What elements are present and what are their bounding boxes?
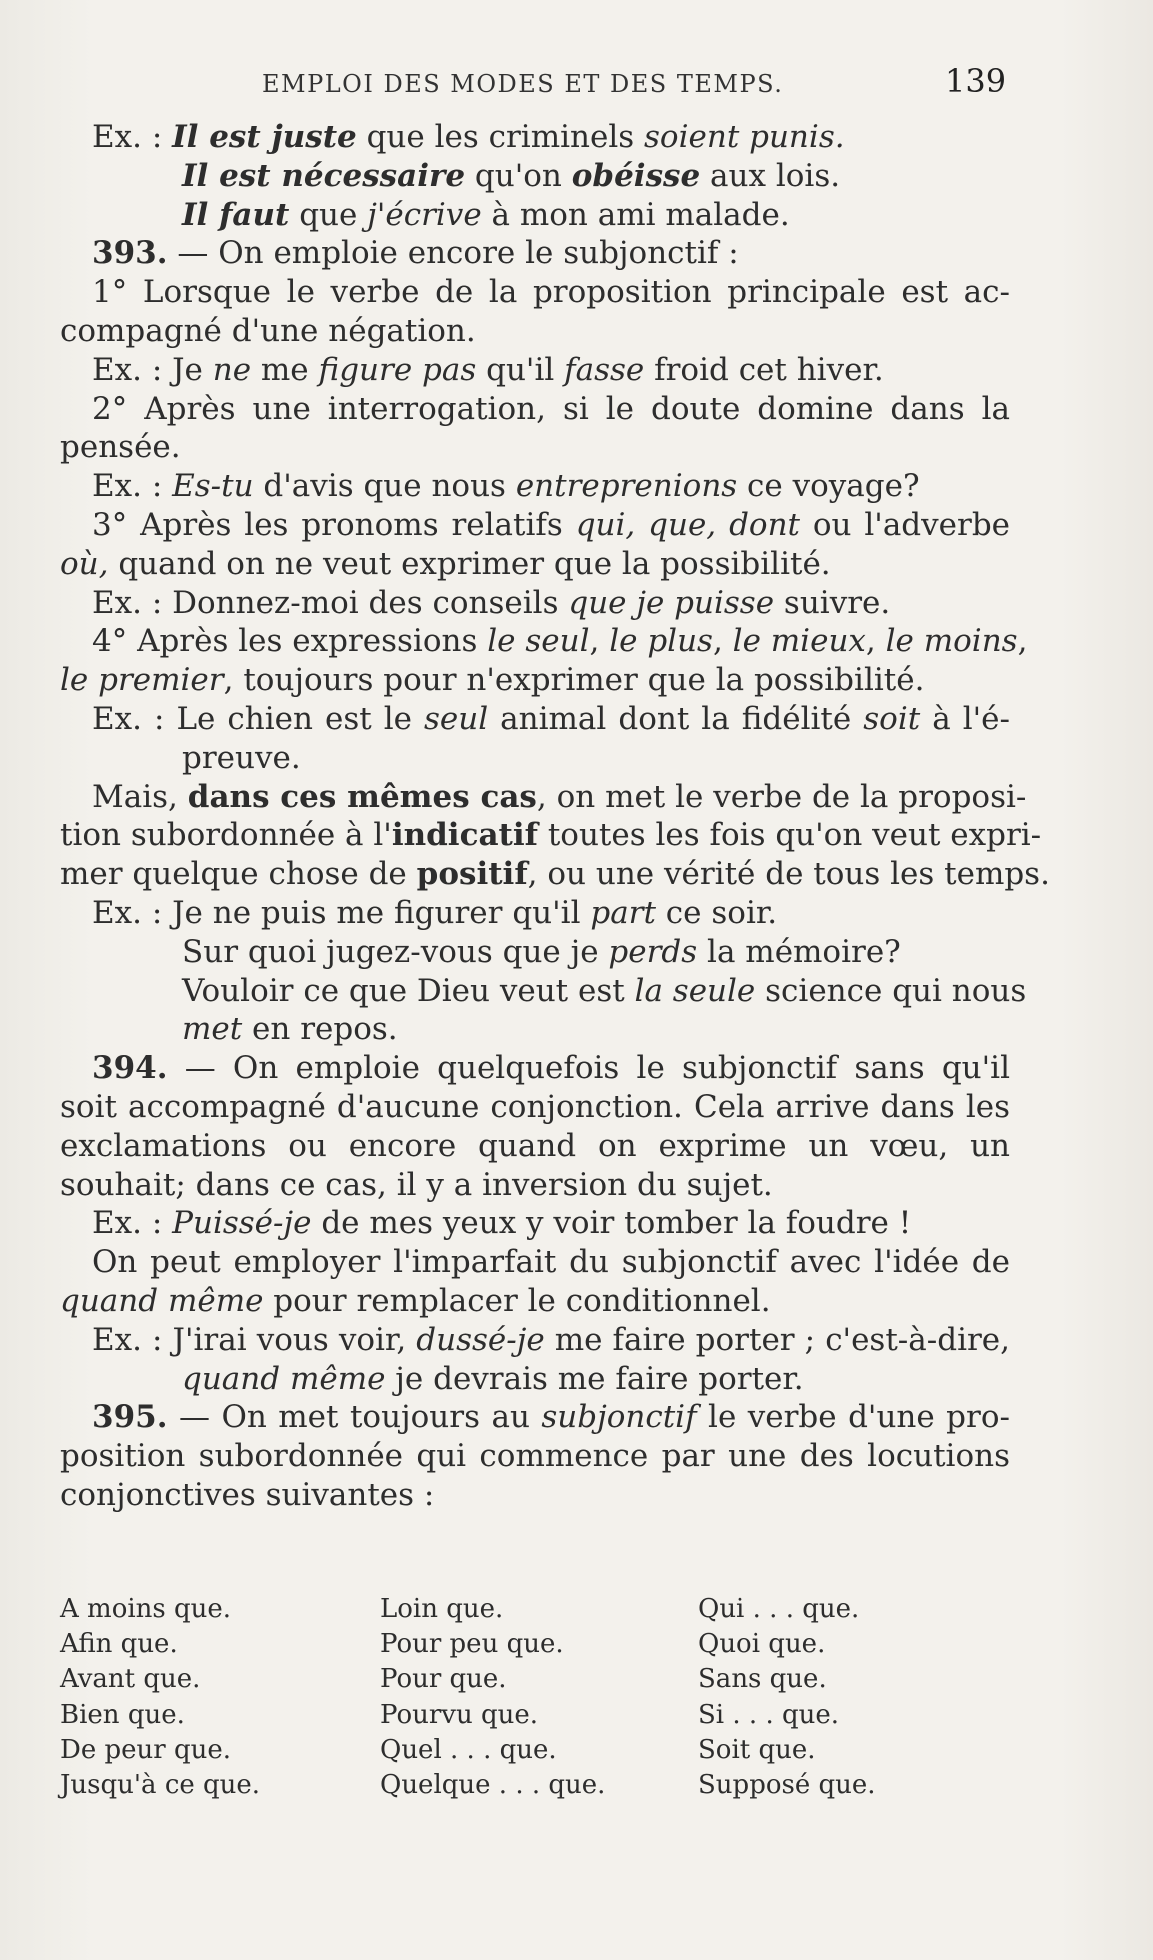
locution: Supposé que.	[698, 1769, 876, 1800]
text-line: pensée.	[60, 429, 181, 466]
locution: Quelque . . . que.	[380, 1769, 606, 1800]
section-393: 393. — On emploie encore le subjonctif :	[92, 235, 739, 272]
locutions-row	[60, 1768, 960, 1803]
text-line: Il faut que j'écrive à mon ami malade.	[182, 196, 790, 233]
text-line: souhait; dans ce cas, il y a inversion du sujet.	[60, 1166, 773, 1203]
locution: Sans que.	[698, 1664, 827, 1695]
text-line: Vouloir ce que Dieu veut est la seule science qui nous	[182, 972, 1027, 1009]
locutions-row	[60, 1662, 960, 1697]
text-line: 4° Après les expressions le seul, le plus, le mieux, le moins,	[92, 623, 1028, 660]
text-line: mer quelque chose de positif, ou une vérité de tous les temps.	[60, 856, 1050, 893]
page-number: 139	[945, 62, 1007, 100]
locution: Si . . . que.	[698, 1699, 840, 1730]
locution: A moins que.	[60, 1594, 232, 1624]
locution: Quel . . . que.	[380, 1734, 557, 1765]
text-line: Ex. : J'irai vous voir, dussé-je me faire porter ; c'est-à-dire,	[92, 1321, 1011, 1358]
text-line: soit accompagné d'aucune conjonction. Cela arrive dans les	[60, 1088, 1010, 1125]
text-line: position subordonnée qui commence par une des locutions	[60, 1438, 1010, 1475]
text-line: Ex. : Donnez-moi des conseils que je puisse suivre.	[92, 584, 891, 621]
running-head: EMPLOI DES MODES ET DES TEMPS.	[262, 70, 784, 98]
text-line: 2° Après une interrogation, si le doute domine dans la	[92, 390, 1010, 427]
locutions-table	[60, 1592, 960, 1803]
text-line: compagné d'une négation.	[60, 312, 476, 349]
text-line: On peut employer l'imparfait du subjonctif avec l'idée de	[92, 1244, 1010, 1281]
text-line: Il est nécessaire qu'on obéisse aux lois.	[182, 157, 841, 194]
text-line: où, quand on ne veut exprimer que la possibilité.	[60, 545, 831, 582]
locution: Bien que.	[60, 1699, 185, 1730]
page-header	[0, 62, 1153, 102]
text-line: Mais, dans ces mêmes cas, on met le verbe de la proposi-	[92, 778, 1027, 815]
text-line: quand même pour remplacer le conditionnel.	[60, 1282, 771, 1319]
main-text	[60, 118, 1050, 1515]
text-line: tion subordonnée à l'indicatif toutes les fois qu'on veut expri-	[60, 817, 1042, 854]
locutions-row	[60, 1733, 960, 1768]
text-line: preuve.	[182, 739, 301, 776]
text-line: exclamations ou encore quand on exprime un vœu, un	[60, 1127, 1010, 1164]
text-line: 1° Lorsque le verbe de la proposition principale est ac-	[92, 274, 1010, 311]
locution: Afin que.	[60, 1629, 178, 1660]
locution: Avant que.	[60, 1664, 201, 1695]
locution: Quoi que.	[698, 1629, 826, 1660]
section-395: 395. — On met toujours au subjonctif le verbe d'une pro-	[92, 1399, 1010, 1436]
text-line: quand même je devrais me faire porter.	[182, 1360, 804, 1397]
locution: Qui . . . que.	[698, 1594, 860, 1624]
locution: Loin que.	[380, 1594, 504, 1624]
text-line: Ex. : Je ne puis me figurer qu'il part ce soir.	[92, 894, 778, 931]
text-line: 3° Après les pronoms relatifs qui, que, dont ou l'adverbe	[92, 506, 1011, 543]
text-line: conjonctives suivantes :	[60, 1476, 435, 1513]
text-line: Ex. : Le chien est le seul animal dont la fidélité soit à l'é-	[92, 700, 1011, 737]
locutions-row	[60, 1698, 960, 1733]
text-line: Ex. : Es-tu d'avis que nous entreprenions ce voyage?	[92, 468, 920, 505]
text-line: Sur quoi jugez-vous que je perds la mémoire?	[182, 933, 901, 970]
locution: De peur que.	[60, 1734, 232, 1765]
locution: Pour peu que.	[380, 1629, 564, 1660]
text-line: met en repos.	[182, 1011, 398, 1048]
text-line: Ex. : Il est juste que les criminels soient punis.	[92, 119, 845, 155]
text-line: Ex. : Je ne me figure pas qu'il fasse froid cet hiver.	[92, 351, 884, 388]
locution: Pour que.	[380, 1664, 507, 1695]
locution: Jusqu'à ce que.	[60, 1769, 261, 1800]
text-line: le premier, toujours pour n'exprimer que la possibilité.	[60, 662, 925, 699]
locution: Pourvu que.	[380, 1699, 539, 1730]
locutions-row	[60, 1627, 960, 1662]
locution: Soit que.	[698, 1734, 816, 1765]
text-line: Ex. : Puissé-je de mes yeux y voir tomber la foudre !	[92, 1205, 912, 1242]
locutions-row	[60, 1592, 960, 1627]
section-394: 394. — On emploie quelquefois le subjonctif sans qu'il	[92, 1050, 1010, 1087]
